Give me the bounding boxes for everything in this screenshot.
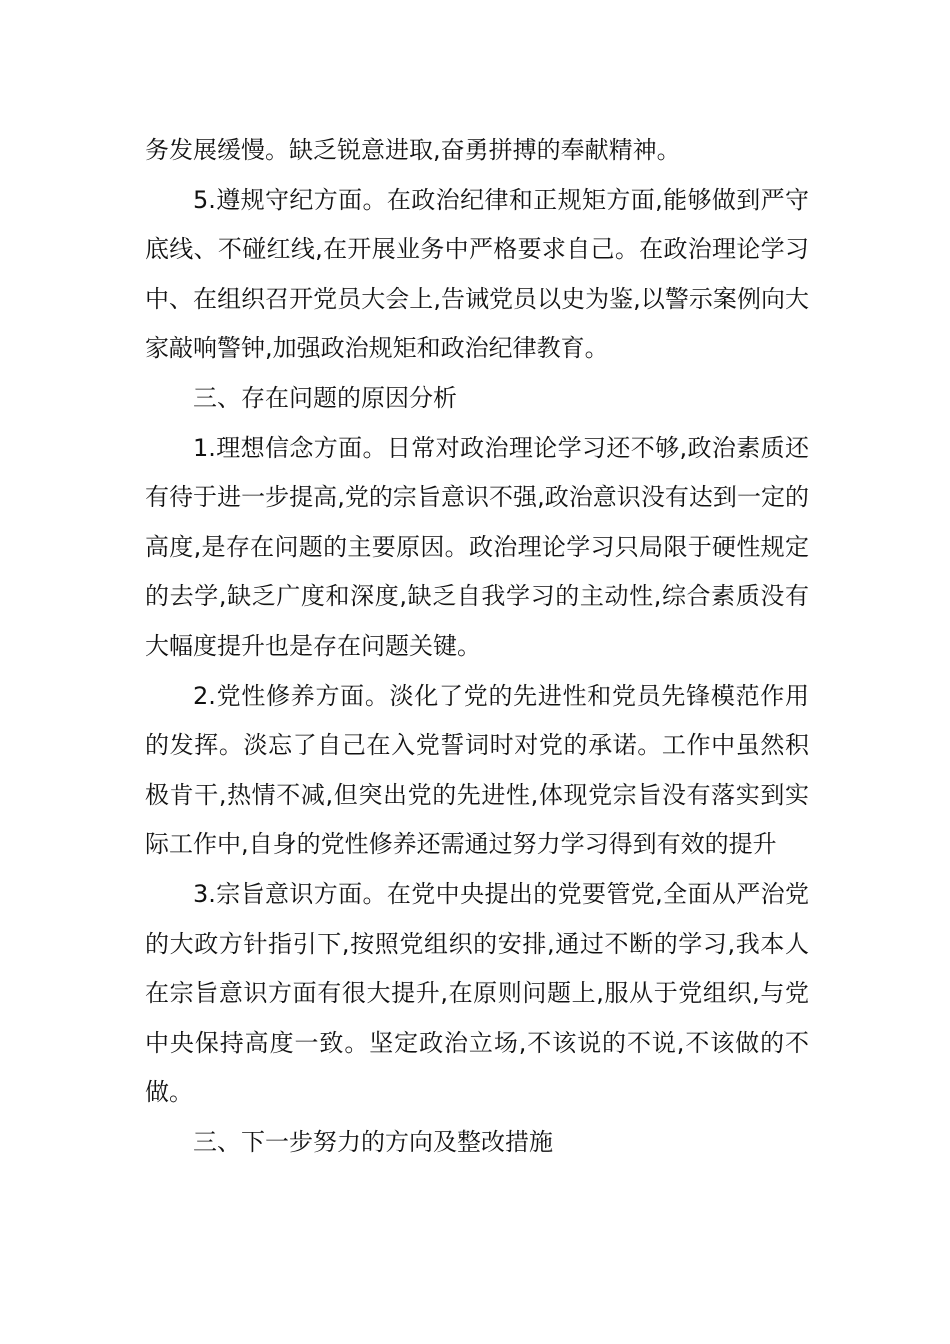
section-heading-next-steps: 三、下一步努力的方向及整改措施 (193, 1127, 553, 1156)
paragraph-purpose-awareness: 3.宗旨意识方面。在党中央提出的党要管党,全面从严治党的大政方针指引下,按照党组织的安排,通过不断的学习,我本人在宗旨意识方面有很大提升,在原则问题上,服从于党组织,与党中央保持高度一致。坚定政治立场,不该说的不说,不该做的不做。 (145, 879, 809, 1107)
paragraph-continuation: 务发展缓慢。缺乏锐意进取,奋勇拼搏的奉献精神。 (145, 136, 681, 164)
section-heading-cause-analysis: 三、存在问题的原因分析 (193, 383, 457, 412)
paragraph-discipline: 5.遵规守纪方面。在政治纪律和正规矩方面,能够做到严守底线、不碰红线,在开展业务中严格要求自己。在政治理论学习中、在组织召开党员大会上,告诫党员以史为鉴,以警示案例向大家敲响警钟,加强政治规矩和政治纪律教育。 (145, 185, 809, 363)
document-body (145, 126, 809, 1167)
paragraph-party-spirit: 2.党性修养方面。淡化了党的先进性和党员先锋模范作用的发挥。淡忘了自己在入党誓词时对党的承诺。工作中虽然积极肯干,热情不减,但突出党的先进性,体现党宗旨没有落实到实际工作中,自身的党性修养还需通过努力学习得到有效的提升 (145, 681, 809, 859)
paragraph-ideals-beliefs: 1.理想信念方面。日常对政治理论学习还不够,政治素质还有待于进一步提高,党的宗旨意识不强,政治意识没有达到一定的高度,是存在问题的主要原因。政治理论学习只局限于硬性规定的去学,缺乏广度和深度,缺乏自我学习的主动性,综合素质没有大幅度提升也是存在问题关键。 (145, 433, 809, 660)
